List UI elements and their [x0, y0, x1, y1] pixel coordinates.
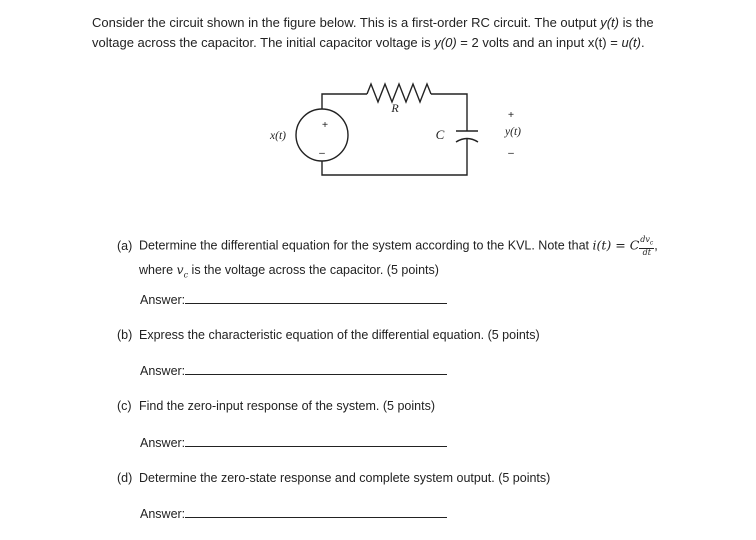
wire-bottom-right: [322, 139, 467, 175]
derivative-fraction: $\frac{dv_c}{dt}$: [640, 235, 654, 257]
source-minus-sign: –: [319, 147, 325, 159]
answer-d: [140, 505, 447, 522]
step-input-symbol: u(t): [621, 35, 641, 50]
output-minus-sign: –: [508, 147, 514, 159]
answer-a: [140, 291, 447, 308]
question-part-a: (a) Determine the differential equation for the system according to the KVL. Note that i(t) = C $\frac{dv_c}{dt}$ , where $v_c$ is the voltage across the capacitor. (5 points): [117, 235, 658, 280]
output-label: y(t): [505, 126, 521, 138]
capacitor-label: C: [435, 127, 445, 142]
resistor-symbol: [367, 84, 431, 102]
question-part-d: (d) Determine the zero-state response and complete system output. (5 points): [117, 471, 551, 485]
output-plus-sign: +: [507, 109, 515, 121]
intro-line-2: voltage across the capacitor. The initial capacitor voltage is y(0) = 2 volts and an input x(t) = u(t).: [92, 35, 645, 50]
answer-c: [140, 434, 447, 451]
initial-value-symbol: y(0): [434, 35, 457, 50]
answer-c-blank-line[interactable]: [185, 434, 447, 447]
wire-top-right: [431, 94, 467, 131]
source-label: x(t): [270, 130, 286, 142]
answer-b-blank-line[interactable]: [185, 362, 447, 375]
question-part-b: (b) Express the characteristic equation of the differential equation. (5 points): [117, 328, 540, 342]
current-equation: i(t) = C: [592, 237, 640, 253]
intro-line-1: Consider the circuit shown in the figure below. This is a first-order RC circuit. The output y(t) is the: [92, 15, 654, 30]
answer-c-label: Answer:: [140, 436, 186, 450]
part-d-label: (d): [117, 471, 133, 485]
capacitor-voltage-symbol: $v_c$: [176, 261, 189, 280]
output-symbol: y(t): [600, 15, 619, 30]
answer-d-blank-line[interactable]: [185, 505, 447, 518]
answer-a-blank-line[interactable]: [185, 291, 447, 304]
answer-b-label: Answer:: [140, 364, 186, 378]
part-b-label: (b): [117, 328, 133, 342]
answer-a-label: Answer:: [140, 293, 186, 307]
problem-intro: [92, 13, 732, 53]
source-plus-sign: +: [321, 119, 329, 131]
answer-d-label: Answer:: [140, 507, 186, 521]
resistor-label: R: [391, 101, 399, 115]
wire-top-left: [322, 94, 367, 109]
part-a-label: (a): [117, 238, 133, 253]
answer-b: [140, 362, 447, 379]
question-part-c: (c) Find the zero-input response of the system. (5 points): [117, 399, 435, 413]
part-c-label: (c): [117, 399, 132, 413]
rc-circuit-diagram: [262, 72, 542, 207]
